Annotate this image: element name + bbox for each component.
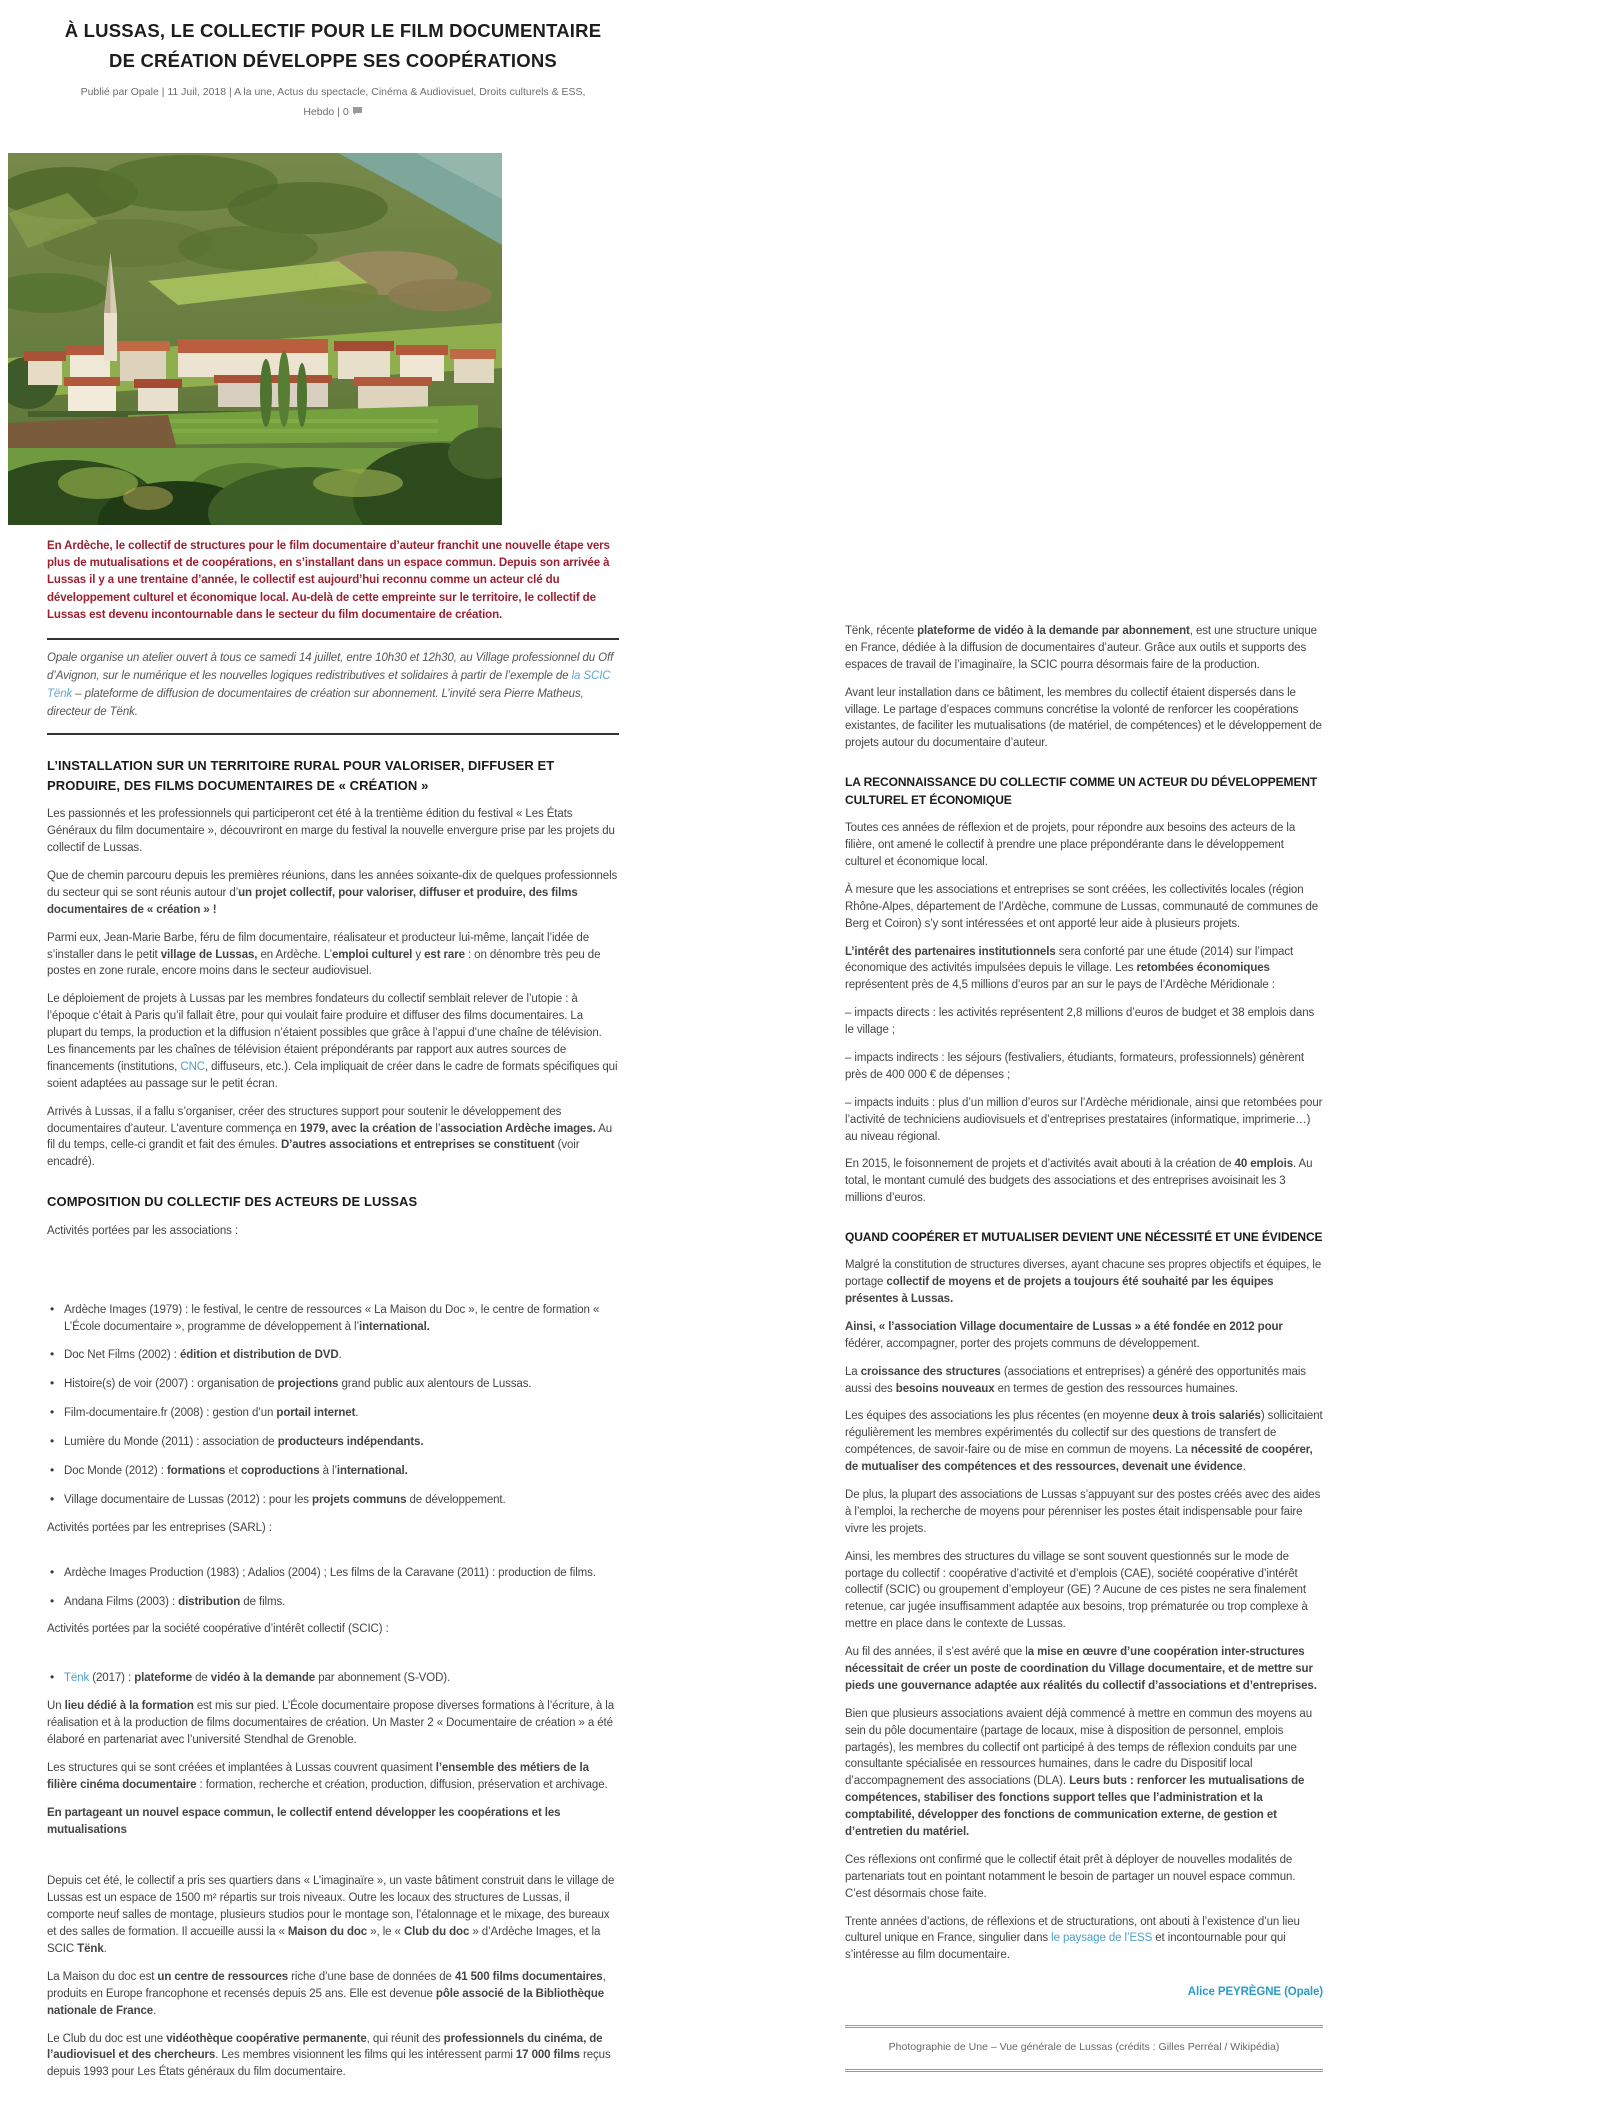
paragraph: La croissance des structures (associations et entreprises) a généré des opportunités mais aussi des besoins nouveaux en termes de gestion des ressources humaines. (845, 1365, 1306, 1395)
paragraph: À mesure que les associations et entreprises se sont créées, les collectivités locales (région Rhône-Alpes, département de l’Ardèche, commune de Lussas, communauté de communes de Berg et Coiron) s’y sont intéressées et ont apporté leur aide à plusieurs projets. (845, 883, 1319, 930)
paragraph: Ainsi, « l’association Village documentaire de Lussas » a été fondée en 2012 pour fédérer, accompagner, porter des projets communs de développement. (845, 1320, 1283, 1350)
spacer (47, 1537, 619, 1553)
bullet-icon: • (50, 1376, 55, 1391)
list-item: • Doc Monde (2012) : formations et coproductions à l’international. (47, 1463, 619, 1480)
list-item: • Ardèche Images Production (1983) ; Adalios (2004) ; Les films de la Caravane (2011) : production de films. (47, 1565, 619, 1582)
paragraph: De plus, la plupart des associations de Lussas s’appuyant sur des postes créés avec des aides à l’emploi, la recherche de moyens pour pérenniser les postes était indispensable pour faire vivre les projets. (845, 1488, 1321, 1535)
paragraph: Le déploiement de projets à Lussas par les membres fondateurs du collectif semblait relever de l’utopie : à l’époque c’était à Paris qu’il fallait être, pour qui voulait faire produire et diffuser des films documentaires. La plupart du temps, la production et la diffusion n’étaient possibles que grâce à l’appui d’une chaîne de télévision. Les financements par les chaînes de télévision étaient prépondérants par rapport aux autres sources de financements (institutions, CNC, diffuseurs, etc.). Cela impliquait de créer dans le cadre de formats spécifiques qui soient adaptées au passage sur le petit écran. (47, 993, 618, 1090)
intro-paragraph: En Ardèche, le collectif de structures pour le film documentaire d’auteur franchit une nouvelle étape vers plus de mutualisations et de coopérations, en s’installant dans un espace commun. Depuis son arrivée à Lussas il y a une trentaine d’année, le collectif est aujourd’hui reconnu comme un acteur clé du développement culturel et économique local. Au-delà de cette empreinte sur le territoire, le collectif de Lussas est devenu incontournable dans le secteur du film documentaire de création. (47, 539, 610, 621)
paragraph: Les équipes des associations les plus récentes (en moyenne deux à trois salariés) sollicitaient régulièrement les membres expérimentés du collectif sur des questions de transfert de compétences, de savoir-faire ou de mise en commun de moyens. La nécessité de coopérer, de mutualiser des compétences et des ressources, devenait une évidence. (845, 1410, 1323, 1474)
section-heading: L’INSTALLATION SUR UN TERRITOIRE RURAL POUR VALORISER, DIFFUSER ET PRODUIRE, DES FILMS DOCUMENTAIRES DE « CRÉATION » (47, 758, 555, 793)
paragraph: Toutes ces années de réflexion et de projets, pour répondre aux besoins des acteurs de la filière, ont amené le collectif à prendre une place prépondérante dans le développement culturel et économique local. (845, 822, 1296, 869)
paragraph: La Maison du doc est un centre de ressources riche d’une base de données de 41 500 films documentaires, produits en Europe francophone et recensés depuis 25 ans. Elle est devenue pôle associé de la Bibliothèque nationale de France. (47, 1970, 606, 2017)
author-signature: Alice PEYRÈGNE (Opale) (1187, 1986, 1323, 1999)
paragraph: Activités portées par les entreprises (SARL) : (47, 1521, 272, 1534)
paragraph: Bien que plusieurs associations avaient déjà commencé à mettre en commun des moyens au sein du pôle documentaire (partage de locaux, mise à disposition de personnel, emplois partagés), les membres du collectif ont participé à des temps de réflexion conduits par une consultante spécialisée en ressources humaines, dans le cadre du Dispositif local d’accompagnement des associations (DLA). Leurs buts : renforcer les mutualisations de compétences, stabiliser des fonctions support telles que l’administration et la comptabilité, développer des fonctions de communication externe, de gestion et d’entretien du matériel. (845, 1707, 1312, 1838)
article-body-left (47, 538, 619, 2081)
paragraph: Malgré la constitution de structures diverses, ayant chacune ses propres objectifs et équipes, le portage collectif de moyens et de projets a toujours été souhaité par les équipes présentes à Lussas. (845, 1259, 1322, 1305)
post-meta-line-1[interactable]: Publié par Opale | 11 Juil, 2018 | A la une, Actus du spectacle, Cinéma & Audiovisuel, Droits culturels & ESS, (80, 85, 586, 98)
inline-link[interactable]: Tënk (64, 1672, 90, 1685)
list-item: • Ardèche Images (1979) : le festival, le centre de ressources « La Maison du Doc », le centre de formation « L’École documentaire », programme de développement à l’international. (50, 1301, 600, 1333)
list-item: • Lumière du Monde (2011) : association de producteurs indépendants. (47, 1434, 619, 1451)
article-photo (8, 153, 502, 525)
paragraph: Arrivés à Lussas, il a fallu s’organiser, créer des structures support pour soutenir le développement des documentaires d’auteur. L’aventure commença en 1979, avec la création de l’association Ardèche images. Au fil du temps, celle-ci grandit et fait des émules. D’autres associations et entreprises se constituent (voir encadré). (47, 1105, 613, 1169)
section-heading: QUAND COOPÉRER ET MUTUALISER DEVIENT UNE NÉCESSITÉ ET UNE ÉVIDENCE (845, 1230, 1323, 1245)
list-item: • Histoire(s) de voir (2007) : organisation de projections grand public aux alentours de Lussas. (47, 1376, 619, 1393)
bullet-icon: • (50, 1670, 55, 1685)
village-landscape-illustration (8, 153, 502, 525)
paragraph: Au fil des années, il s’est avéré que la mise en œuvre d’une coopération inter-structures nécessitait de créer un poste de coordination du Village documentaire, et de mettre sur pieds une gouvernance adaptée aux réalités du collectif d’associations et d’entreprises. (845, 1646, 1317, 1692)
paragraph: Ces réflexions ont confirmé que le collectif était prêt à déployer de nouvelles modalités de partenariats tout en pointant notamment le besoin de partager un nouvel espace commun. C’est désormais chose faite. (845, 1853, 1296, 1900)
bullet-icon: • (50, 1491, 55, 1506)
inline-link[interactable]: CNC (180, 1060, 205, 1073)
bullet-icon: • (50, 1405, 55, 1420)
bullet-icon: • (50, 1347, 55, 1362)
list-item: • Tënk (2017) : plateforme de vidéo à la demande par abonnement (S-VOD). (47, 1670, 619, 1687)
post-meta-line-2: Hebdo | 0 (47, 103, 619, 123)
speech-bubble-icon (352, 106, 363, 116)
bold-paragraph: En partageant un nouvel espace commun, le collectif entend développer les coopérations et les mutualisations (47, 1806, 561, 1836)
paragraph: Trente années d’actions, de réflexions et de structurations, ont abouti à l’existence d’un lieu culturel unique en France, singulier dans le paysage de l’ESS et incontournable pour qui s’intéresse au film documentaire. (845, 1915, 1300, 1962)
section-heading: COMPOSITION DU COLLECTIF DES ACTEURS DE LUSSAS (47, 1194, 418, 1210)
paragraph: Activités portées par la société coopérative d’intérêt collectif (SCIC) : (47, 1623, 389, 1636)
spacer (47, 1638, 619, 1658)
post-meta (47, 83, 619, 123)
paragraph: En 2015, le foisonnement de projets et d’activités avait abouti à la création de 40 emplois. Au total, le montant cumulé des budgets des associations et des entreprises avoisinait les 3 millions d’euros. (845, 1158, 1313, 1205)
article-body-right (845, 623, 1323, 1964)
paragraph: Les passionnés et les professionnels qui participeront cet été à la trentième édition du festival « Les États Généraux du film documentaire », découvriront en marge du festival la nouvelle envergure prise par les projets du collectif de Lussas. (47, 808, 615, 855)
spacer (47, 1838, 619, 1862)
paragraph: Les structures qui se sont créées et implantées à Lussas couvrent quasiment l’ensemble des métiers de la filière cinéma documentaire : formation, recherche et création, production, diffusion, préservation et archivage. (47, 1761, 608, 1791)
right-column (845, 612, 1323, 2072)
paragraph: Avant leur installation dans ce bâtiment, les membres du collectif étaient dispersés dans le village. Le partage d’espaces communs concrétise la volonté de renforcer les coopérations existantes, de faciliter les mutualisations (de matériel, de compétences) et le développement de projets autour du documentaire d’auteur. (845, 686, 1322, 750)
paragraph: Ainsi, les membres des structures du village se sont souvent questionnés sur le mode de portage du collectif : coopérative d’activité et d’emplois (CAE), société coopérative d’intérêt collectif (SCIC) ou groupement d’employeur (GE) ? Aucune de ces pistes ne sera finalement retenue, car jugée insuffisamment adaptée aux besoins, trop prématurée ou trop complexe à mettre en place dans le contexte de Lussas. (845, 1550, 1308, 1631)
paragraph: Depuis cet été, le collectif a pris ses quartiers dans « L’imaginaïre », un vaste bâtiment construit dans le village de Lussas est un espace de 1500 m² répartis sur trois niveaux. Outre les locaux des structures de Lussas, il comporte neuf salles de montage, plusieurs studios pour le montage son, l’étalonnage et le mixage, des bureaux et des salles de formation. Il accueille aussi la « Maison du doc », le « Club du doc » d’Ardèche Images, et la SCIC Tënk. (47, 1875, 615, 1955)
inline-link[interactable]: le paysage de l’ESS (1051, 1932, 1153, 1945)
list-item: • Village documentaire de Lussas (2012) : pour les projets communs de développement. (47, 1492, 619, 1509)
photo-caption: Photographie de Une – Vue générale de Lussas (crédits : Gilles Perréal / Wikipédia) (845, 2025, 1323, 2071)
list-item: • Andana Films (2003) : distribution de films. (47, 1594, 619, 1611)
section-heading: LA RECONNAISSANCE DU COLLECTIF COMME UN ACTEUR DU DÉVELOPPEMENT CULTUREL ET ÉCONOMIQUE (845, 775, 1318, 808)
list-item: • Film-documentaire.fr (2008) : gestion d’un portail internet. (47, 1405, 619, 1422)
bullet-icon: • (50, 1593, 55, 1608)
paragraph: Un lieu dédié à la formation est mis sur pied. L’École documentaire propose diverses formations à l’écriture, à la réalisation et à la production de films documentaires de création. Un Master 2 « Documentaire de création » a été élaboré en partenariat avec l’université Stendhal de Grenoble. (47, 1700, 615, 1746)
paragraph: Le Club du doc est une vidéothèque coopérative permanente, qui réunit des professionnels du cinéma, de l’audiovisuel et des chercheurs. Les membres visionnent les films qui les intéressent parmi 17 000 films reçus depuis 1993 pour Les États généraux du film documentaire. (47, 2032, 611, 2079)
paragraph: – impacts indirects : les séjours (festivaliers, étudiants, formateurs, professionnels) génèrent près de 400 000 € de dépenses ; (845, 1052, 1304, 1081)
page-title-line-1: À LUSSAS, LE COLLECTIF POUR LE FILM DOCUMENTAIRE (64, 20, 602, 41)
paragraph: – impacts directs : les activités représentent 2,8 millions d’euros de budget et 38 emplois dans le village ; (845, 1007, 1315, 1037)
paragraph: Activités portées par les associations : (47, 1224, 238, 1237)
aside-note: Opale organise un atelier ouvert à tous ce samedi 14 juillet, entre 10h30 et 12h30, au Village professionnel du Off d’Avignon, sur le numérique et les nouvelles logiques redistributives et solidaires à partir de l’exemple de la SCIC Tënk – plateforme de diffusion de documentaires de création sur abonnement. L’invité sera Pierre Matheus, directeur de Tënk. (47, 638, 619, 735)
paragraph: Que de chemin parcouru depuis les premières réunions, dans les années soixante-dix de quelques professionnels du secteur qui se sont réunis autour d’un projet collectif, pour valoriser, diffuser et produire, des films documentaires de « création » ! (47, 869, 618, 916)
left-column (47, 0, 619, 2081)
bullet-icon: • (50, 1301, 55, 1316)
paragraph: L’intérêt des partenaires institutionnels sera conforté par une étude (2014) sur l’impact économique des activités impulsées depuis le village. Les retombées économiques représentent près de 4,5 millions d’euros par an sur le pays de l’Ardèche Méridionale : (845, 945, 1294, 992)
list-item: • Doc Net Films (2002) : édition et distribution de DVD. (47, 1347, 619, 1364)
bullet-icon: • (50, 1462, 55, 1477)
bullet-icon: • (50, 1564, 55, 1579)
page-title-line-2: DE CRÉATION DÉVELOPPE SES COOPÉRATIONS (109, 49, 557, 71)
paragraph: Parmi eux, Jean-Marie Barbe, féru de film documentaire, réalisateur et producteur lui-même, lançait l’idée de s’installer dans le petit village de Lussas, en Ardèche. L’emploi culturel y est rare : on dénombre très peu de postes en zone rurale, encore moins dans le secteur audiovisuel. (47, 931, 601, 978)
page-title (47, 16, 619, 76)
paragraph: – impacts induits : plus d’un million d’euros sur l’Ardèche méridionale, ainsi que retombées pour l’activité de techniciens audiovisuels et d’entreprises prestataires (informatique, imprimerie…) au niveau régional. (845, 1096, 1323, 1143)
bullet-icon: • (50, 1434, 55, 1449)
inline-link[interactable]: la SCIC Tënk (47, 669, 611, 700)
paragraph: Tënk, récente plateforme de vidéo à la demande par abonnement, est une structure unique en France, dédiée à la diffusion de documentaires d’auteur. Grâce aux outils et supports des espaces de travail de l’imaginaïre, la SCIC pourra désormais faire de la production. (845, 625, 1317, 671)
spacer (47, 1240, 619, 1290)
